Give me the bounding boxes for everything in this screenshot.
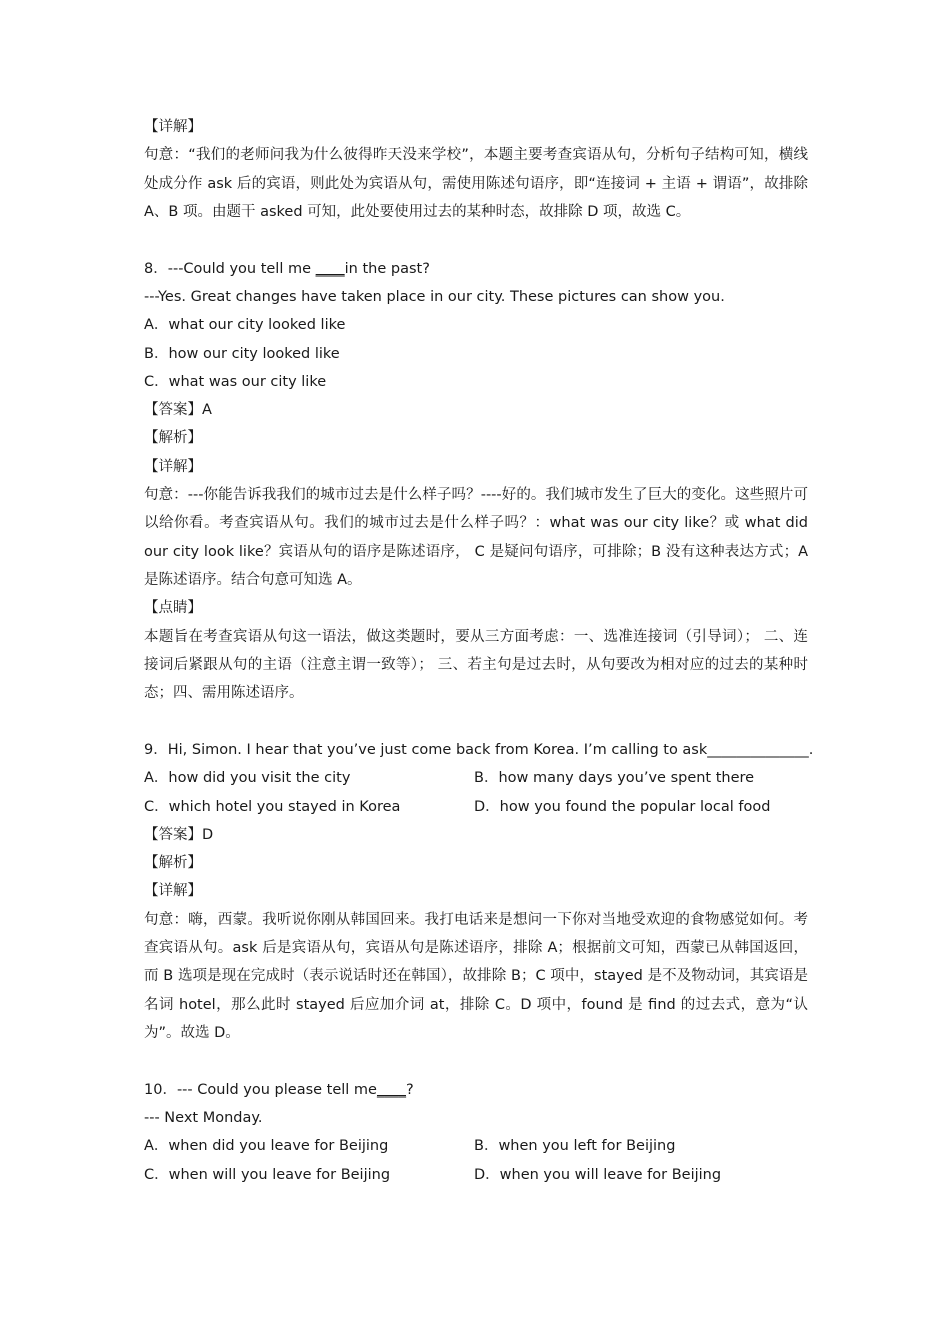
spacer bbox=[144, 1047, 808, 1076]
q9-answer: 【答案】D bbox=[144, 826, 214, 843]
q9-detail-text: 句意：嗨，西蒙。我听说你刚从韩国回来。我打电话来是想问一下你对当地受欢迎的食物感觉如何。考查宾语从句。ask 后是宾语从句，宾语从句是陈述语序，排除 A；根据前文可知，西蒙已从韩国返回，而 B 选项是现在完成时（表示说话时还在韩国），故排除 B；C 项中，stayed 是不及物动词，其宾语是名词 hotel，那么此时 stayed 后应加介词 at，排除 C。D 项中，found 是 find 的过去式，意为“认为”。故选 D。 bbox=[144, 911, 808, 1041]
q7-detail-tag: 【详解】 bbox=[144, 119, 202, 135]
q9-analysis-tag: 【解析】 bbox=[144, 855, 202, 872]
q10-stem-text: 10．--- Could you please tell me bbox=[144, 1081, 377, 1098]
q8-detail-tag: 【详解】 bbox=[144, 458, 202, 475]
q8-stem-tail: in the past? bbox=[344, 260, 430, 277]
q8-detail-text: 句意：---你能告诉我我们的城市过去是什么样子吗？----好的。我们城市发生了巨大的变化。这些照片可以给你看。考查宾语从句。我们的城市过去是什么样子吗？：what was our city like？或 what did our city look like？宾语从句的语序是陈述语序， C 是疑问句语序，可排除；B 没有这种表达方式；A 是陈述语序。结合句意可知选 A。 bbox=[144, 487, 808, 588]
q9-blank: ______________ bbox=[707, 741, 809, 758]
q9-option-b: B．how many days you’ve spent there bbox=[474, 770, 755, 787]
q8-answer: 【答案】A bbox=[144, 402, 212, 419]
q8-blank: ____ bbox=[315, 260, 345, 277]
q8-point-tag: 【点睛】 bbox=[144, 600, 202, 617]
q10-options-row-2 bbox=[144, 1161, 808, 1189]
q8-point-text: 本题旨在考查宾语从句这一语法，做这类题时，要从三方面考虑：一、选准连接词（引导词）； 二、连接词后紧跟从句的主语（注意主谓一致等）； 三、若主句是过去时，从句要改为相对应的过去的某种时态；四、需用陈述语序。 bbox=[144, 628, 808, 702]
q7-detail-text: 句意：“我们的老师问我为什么彼得昨天没来学校”，本题主要考查宾语从句，分析句子结构可知，横线处成分作 ask 后的宾语，则此处为宾语从句，需使用陈述句语序，即“连接词 + 主语 + 谓语”，故排除 A、B 项。由题干 asked 可知，此处要使用过去的某种时态，故排除 D 项，故选 C。 bbox=[144, 147, 808, 220]
q9-option-a: A．how did you visit the city bbox=[144, 770, 351, 787]
q9-stem-tail: . bbox=[808, 741, 814, 758]
q8-stem-text: 8．---Could you tell me bbox=[144, 260, 316, 277]
q9-option-c: C．which hotel you stayed in Korea bbox=[144, 798, 401, 815]
q8-stem bbox=[144, 255, 808, 283]
spacer bbox=[144, 226, 808, 255]
q10-options-row-1 bbox=[144, 1132, 808, 1160]
q10-dialog-reply: --- Next Monday. bbox=[144, 1110, 263, 1126]
document-page bbox=[144, 113, 814, 1189]
q10-stem-tail: ? bbox=[405, 1081, 414, 1098]
q10-stem bbox=[144, 1076, 808, 1104]
q9-option-d: D．how you found the popular local food bbox=[474, 798, 771, 815]
q10-option-d: D．when you will leave for Beijing bbox=[474, 1166, 722, 1183]
q8-option-a: A．what our city looked like bbox=[144, 317, 346, 334]
q9-options-row-1 bbox=[144, 764, 808, 792]
q9-detail-tag: 【详解】 bbox=[144, 883, 202, 900]
q9-options-row-2 bbox=[144, 793, 808, 821]
q10-blank: ____ bbox=[376, 1081, 406, 1098]
q10-option-c: C．when will you leave for Beijing bbox=[144, 1166, 391, 1183]
q8-dialog-reply: ---Yes. Great changes have taken place in our city. These pictures can show you. bbox=[144, 288, 725, 305]
q8-option-c: C．what was our city like bbox=[144, 373, 327, 390]
q10-option-a: A．when did you leave for Beijing bbox=[144, 1138, 389, 1155]
q8-option-b: B．how our city looked like bbox=[144, 345, 340, 362]
q9-stem-text: 9．Hi, Simon. I hear that you’ve just come back from Korea. I’m calling to ask bbox=[144, 741, 708, 758]
q9-stem bbox=[144, 736, 814, 764]
q10-option-b: B．when you left for Beijing bbox=[474, 1138, 676, 1155]
q8-analysis-tag: 【解析】 bbox=[144, 430, 202, 447]
spacer bbox=[144, 707, 808, 736]
